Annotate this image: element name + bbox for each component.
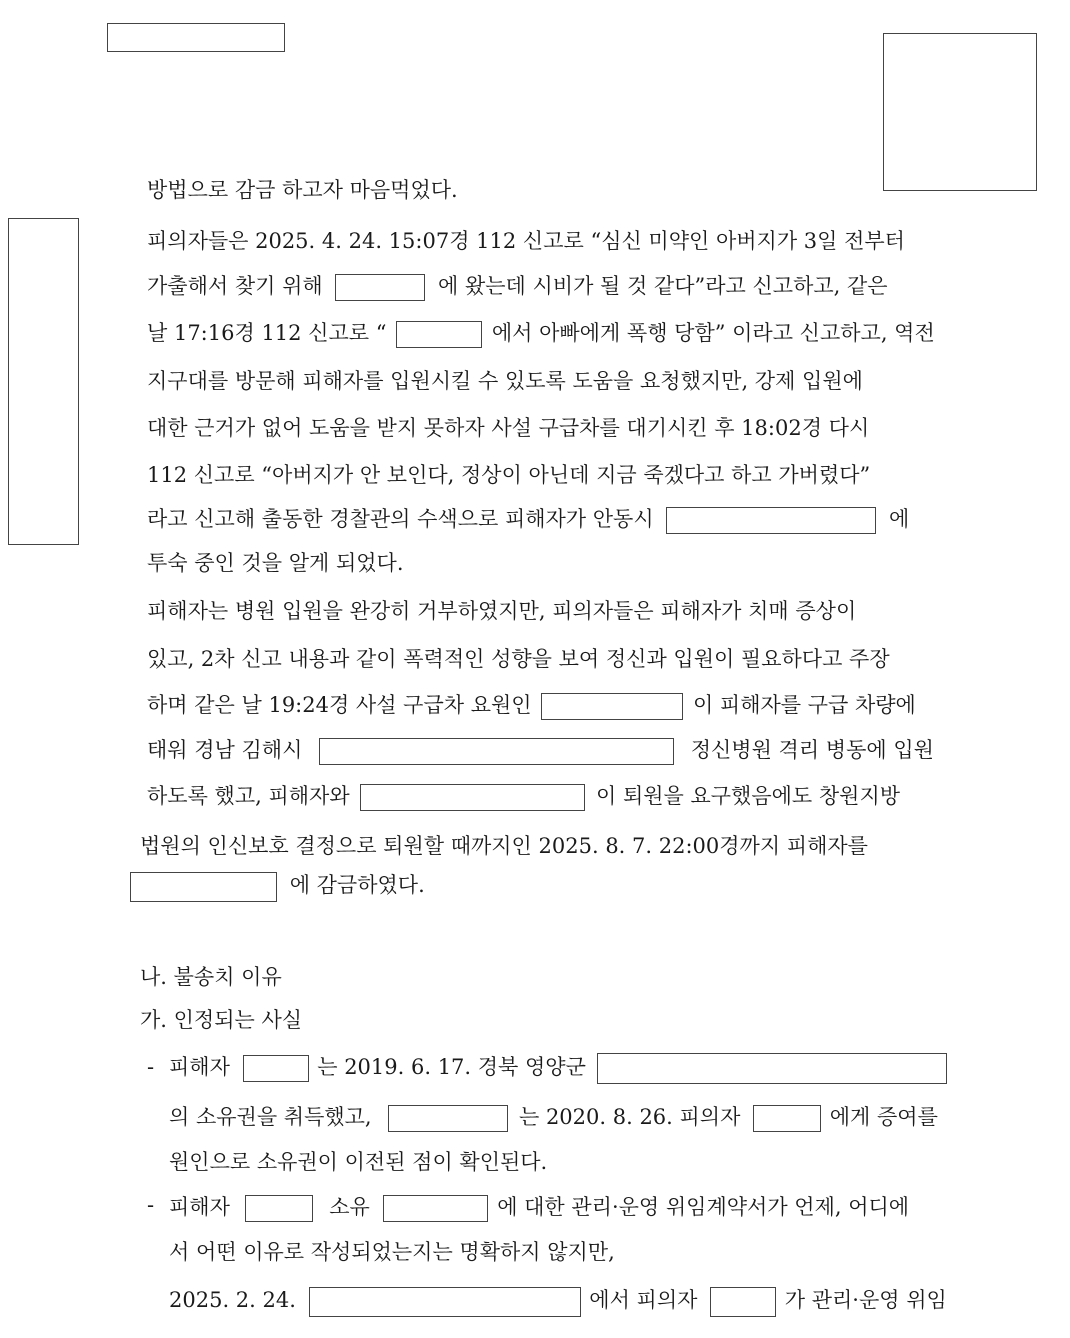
redaction-box bbox=[245, 1195, 313, 1222]
paragraph-text: 날 17:16경 112 신고로 “ bbox=[147, 321, 387, 345]
paragraph-text: 하도록 했고, 피해자와 bbox=[147, 784, 350, 808]
paragraph-text: 대한 근거가 없어 도움을 받지 못하자 사설 구급차를 대기시킨 후 18:02경 다시 bbox=[147, 416, 870, 440]
section-heading-non-referral bbox=[140, 962, 282, 992]
text-line-1 bbox=[147, 175, 458, 205]
redaction-box bbox=[541, 693, 683, 720]
redaction-box-top-left bbox=[107, 23, 285, 52]
text-line-4 bbox=[147, 318, 970, 348]
redaction-box bbox=[666, 507, 876, 534]
bullet-2-line-2 bbox=[169, 1237, 615, 1267]
paragraph-text: 이 퇴원을 요구했음에도 창원지방 bbox=[595, 784, 901, 808]
paragraph-text: 소유 bbox=[329, 1195, 370, 1219]
paragraph-text: 에서 아빠에게 폭행 당함” 이라고 신고하고, 역전 bbox=[491, 321, 935, 345]
bullet-2-line-3 bbox=[169, 1285, 969, 1315]
redaction-box bbox=[360, 784, 585, 811]
paragraph-text: 2025. 2. 24. bbox=[169, 1288, 296, 1312]
paragraph-text: 이 피해자를 구급 차량에 bbox=[692, 693, 916, 717]
text-line-13 bbox=[147, 735, 970, 765]
paragraph-text: 원인으로 소유권이 이전된 점이 확인된다. bbox=[169, 1150, 548, 1174]
paragraph-text: 는 2019. 6. 17. 경북 영양군 bbox=[317, 1055, 586, 1079]
paragraph-text: 지구대를 방문해 피해자를 입원시킬 수 있도록 도움을 요청했지만, 강제 입원에 bbox=[147, 369, 863, 393]
text-line-15 bbox=[140, 831, 970, 861]
redaction-box bbox=[319, 738, 674, 765]
paragraph-text: 에 대한 관리·운영 위임계약서가 언제, 어디에 bbox=[497, 1195, 910, 1219]
text-line-11 bbox=[147, 644, 970, 674]
text-line-16 bbox=[130, 870, 425, 900]
text-line-10 bbox=[147, 596, 970, 626]
paragraph-text: 피의자들은 2025. 4. 24. 15:07경 112 신고로 “심신 미약인 아버지가 3일 전부터 bbox=[147, 229, 905, 253]
paragraph-text: 에 왔는데 시비가 될 것 같다”라고 신고하고, 같은 bbox=[438, 274, 888, 298]
paragraph-text: 라고 신고해 출동한 경찰관의 수색으로 피해자가 안동시 bbox=[147, 507, 654, 531]
redaction-box bbox=[388, 1105, 508, 1132]
redaction-box bbox=[335, 274, 425, 301]
paragraph-text: 가 관리·운영 위임 bbox=[784, 1288, 947, 1312]
redaction-box-left-margin bbox=[8, 218, 79, 545]
text-line-2 bbox=[147, 226, 970, 256]
text-line-5 bbox=[147, 366, 970, 396]
paragraph-text: 에서 피의자 bbox=[589, 1288, 698, 1312]
bullet-2-line-1 bbox=[169, 1192, 969, 1222]
paragraph-text: 정신병원 격리 병동에 입원 bbox=[690, 738, 934, 762]
paragraph-text: 투숙 중인 것을 알게 되었다. bbox=[147, 551, 404, 575]
paragraph-text: 에 감금하였다. bbox=[289, 873, 425, 897]
bullet-dash: - bbox=[147, 1055, 155, 1079]
text-line-3 bbox=[147, 271, 970, 301]
paragraph-text: 피해자는 병원 입원을 완강히 거부하였지만, 피의자들은 피해자가 치매 증상이 bbox=[147, 599, 857, 623]
text-line-7 bbox=[147, 460, 970, 490]
paragraph-text: 의 소유권을 취득했고, bbox=[169, 1105, 372, 1129]
bullet-1-line-3 bbox=[169, 1147, 547, 1177]
paragraph-text: 피해자 bbox=[169, 1195, 230, 1219]
paragraph-text: 에 bbox=[889, 507, 910, 531]
bullet-dash: - bbox=[147, 1193, 155, 1217]
paragraph-text: 하며 같은 날 19:24경 사설 구급차 요원인 bbox=[147, 693, 532, 717]
paragraph-text: 서 어떤 이유로 작성되었는지는 명확하지 않지만, bbox=[169, 1240, 615, 1264]
section-heading-recognized-facts bbox=[140, 1005, 302, 1035]
redaction-box bbox=[396, 321, 482, 348]
text-line-6 bbox=[147, 413, 970, 443]
paragraph-text: 는 2020. 8. 26. 피의자 bbox=[518, 1105, 741, 1129]
heading-text: 나. 불송치 이유 bbox=[140, 965, 282, 989]
redaction-box bbox=[383, 1195, 488, 1222]
redaction-box bbox=[130, 872, 277, 902]
paragraph-text: 피해자 bbox=[169, 1055, 230, 1079]
text-line-9 bbox=[147, 548, 404, 578]
paragraph-text: 에게 증여를 bbox=[829, 1105, 938, 1129]
redaction-box bbox=[753, 1105, 821, 1132]
redaction-box bbox=[597, 1053, 947, 1084]
text-line-12 bbox=[147, 690, 970, 720]
paragraph-text: 가출해서 찾기 위해 bbox=[147, 274, 323, 298]
paragraph-text: 태워 경남 김해시 bbox=[147, 738, 303, 762]
bullet-1-line-1 bbox=[169, 1052, 969, 1082]
redaction-box bbox=[309, 1287, 581, 1317]
text-line-14 bbox=[147, 781, 970, 811]
paragraph-text: 방법으로 감금 하고자 마음먹었다. bbox=[147, 178, 458, 202]
redaction-box-top-right bbox=[883, 33, 1037, 191]
paragraph-text: 있고, 2차 신고 내용과 같이 폭력적인 성향을 보여 정신과 입원이 필요하다고 주장 bbox=[147, 647, 890, 671]
text-line-8 bbox=[147, 504, 970, 534]
redaction-box bbox=[243, 1055, 309, 1082]
paragraph-text: 112 신고로 “아버지가 안 보인다, 정상이 아닌데 지금 죽겠다고 하고 가버렸다” bbox=[147, 463, 871, 487]
redaction-box bbox=[710, 1287, 776, 1317]
bullet-1-line-2 bbox=[169, 1102, 969, 1132]
heading-text: 가. 인정되는 사실 bbox=[140, 1008, 303, 1032]
paragraph-text: 법원의 인신보호 결정으로 퇴원할 때까지인 2025. 8. 7. 22:00경까지 피해자를 bbox=[140, 834, 868, 858]
